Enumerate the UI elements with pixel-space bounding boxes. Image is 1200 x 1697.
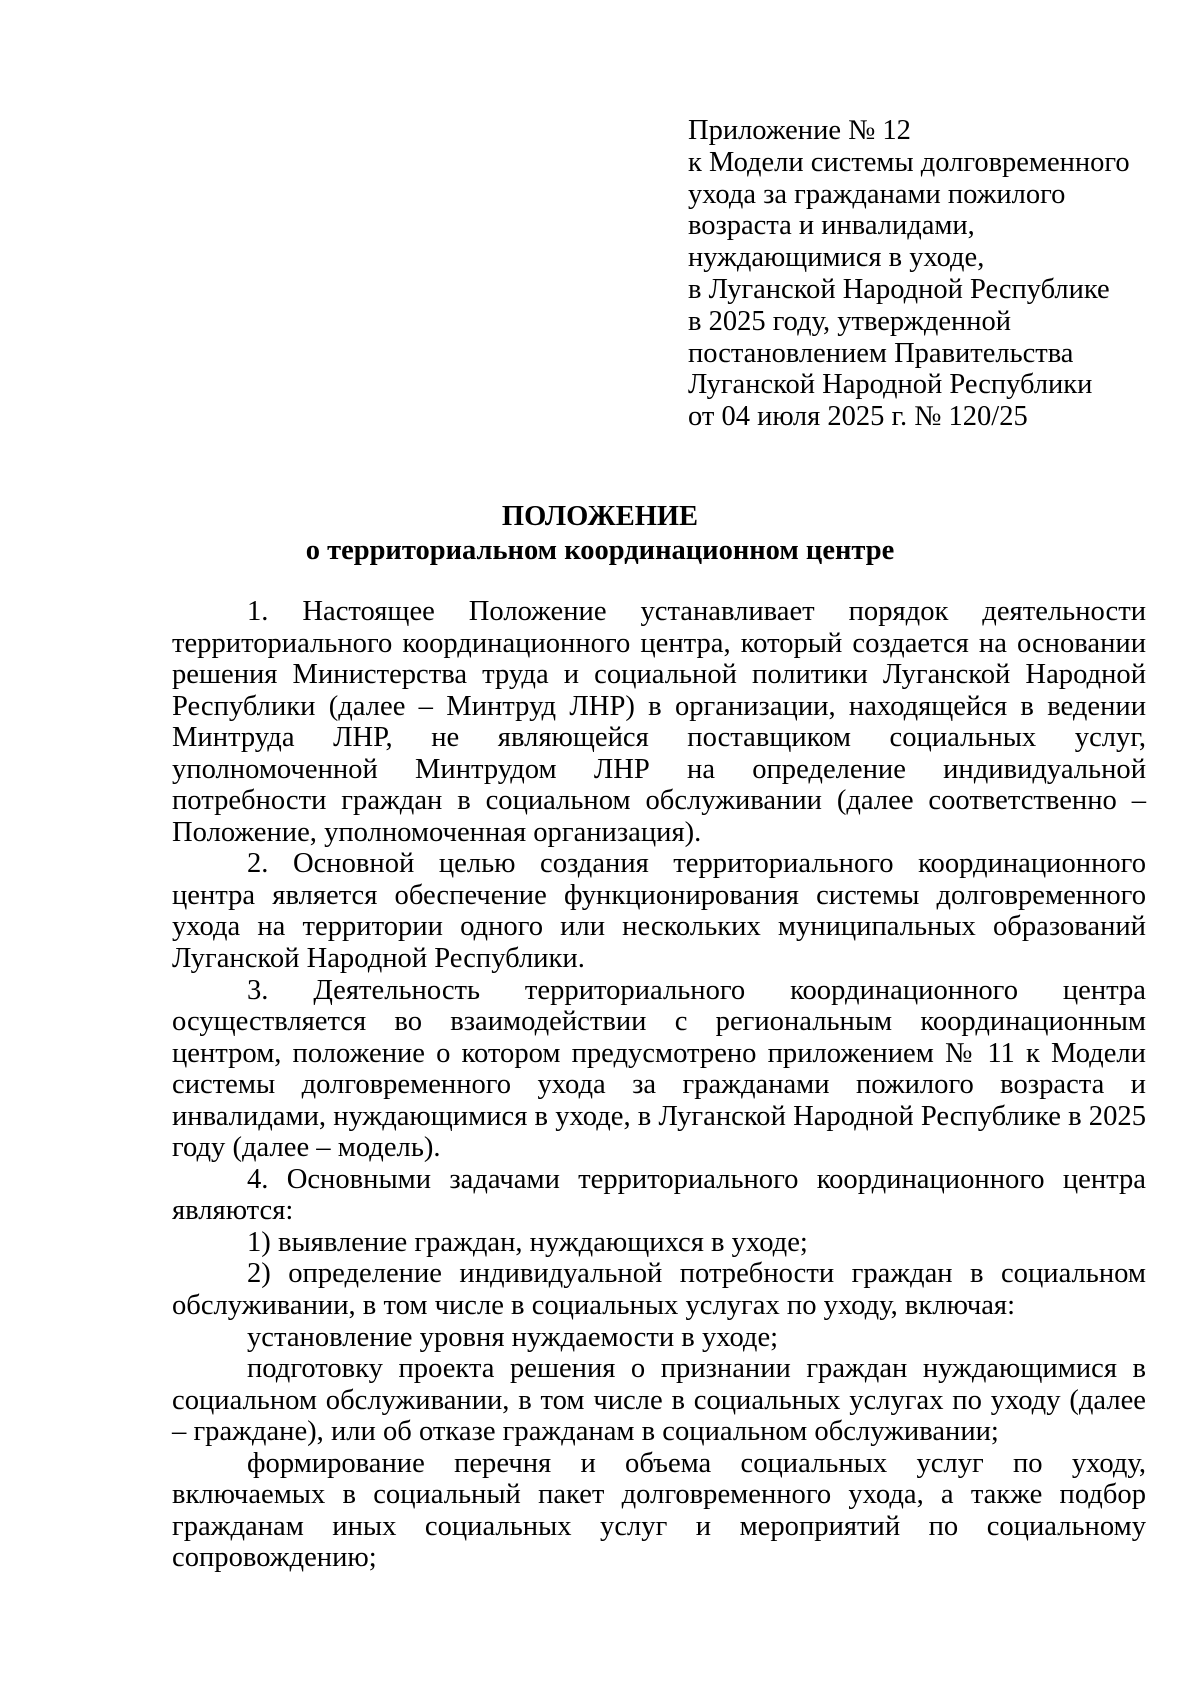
- appendix-line: в Луганской Народной Республике: [688, 273, 1110, 305]
- appendix-line: Приложение № 12: [688, 115, 911, 146]
- appendix-line: возраста и инвалидами,: [688, 210, 975, 242]
- appendix-line: ухода за гражданами пожилого: [688, 178, 1066, 210]
- appendix-line: от 04 июля 2025 г. № 120/25: [688, 401, 1028, 433]
- paragraph-2: 2. Основной целью создания территориального координационного центра является обеспечение функционирования системы долговременного ухода на территории одного или нескольких муниципальных образований Луганской Народной Республики.: [172, 848, 1146, 975]
- sub-item-decision: подготовку проекта решения о признании граждан нуждающимися в социальном обслуживании, в том числе в социальных услугах по уходу (далее – граждане), или об отказе гражданам в социальном обслуживании;: [172, 1353, 1146, 1448]
- list-item-2: 2) определение индивидуальной потребности граждан в социальном обслуживании, в том числе в социальных услугах по уходу, включая:: [172, 1258, 1146, 1322]
- appendix-line: нуждающимися в уходе,: [688, 242, 985, 274]
- paragraph-1: 1. Настоящее Положение устанавливает порядок деятельности территориального координационного центра, который создается на основании решения Министерства труда и социальной политики Луганской Народной Республики (далее – Минтруд ЛНР) в организации, находящейся в ведении Минтруда ЛНР, не являющейся поставщиком социальных услуг, уполномоченной Минтрудом ЛНР на определение индивидуальной потребности граждан в социальном обслуживании (далее соответственно – Положение, уполномоченная организация).: [172, 596, 1146, 848]
- paragraph-3: 3. Деятельность территориального координационного центра осуществляется во взаимодействии с региональным координационным центром, положение о котором предусмотрено приложением № 11 к Модели системы долговременного ухода за гражданами пожилого возраста и инвалидами, нуждающимися в уходе, в Луганской Народной Республике в 2025 году (далее – модель).: [172, 974, 1146, 1164]
- paragraph-4: 4. Основными задачами территориального координационного центра являются:: [172, 1163, 1146, 1227]
- document-body: [172, 596, 1146, 1574]
- sub-item-level: установление уровня нуждаемости в уходе;: [247, 1321, 779, 1353]
- sub-item-services: формирование перечня и объема социальных услуг по уходу, включаемых в социальный пакет долговременного ухода, а также подбор гражданам иных социальных услуг и мероприятий по социальному сопровождению;: [172, 1447, 1146, 1574]
- appendix-line: в 2025 году, утвержденной: [688, 305, 1012, 337]
- appendix-line: Луганской Народной Республики: [688, 369, 1093, 401]
- document-subtitle: о территориальном координационном центре: [305, 535, 895, 566]
- appendix-line: к Модели системы долговременного: [688, 146, 1130, 178]
- list-item-1: 1) выявление граждан, нуждающихся в уходе;: [247, 1226, 808, 1258]
- appendix-line: постановлением Правительства: [688, 337, 1074, 369]
- appendix-block: [688, 115, 1168, 433]
- document-title: ПОЛОЖЕНИЕ: [501, 501, 699, 532]
